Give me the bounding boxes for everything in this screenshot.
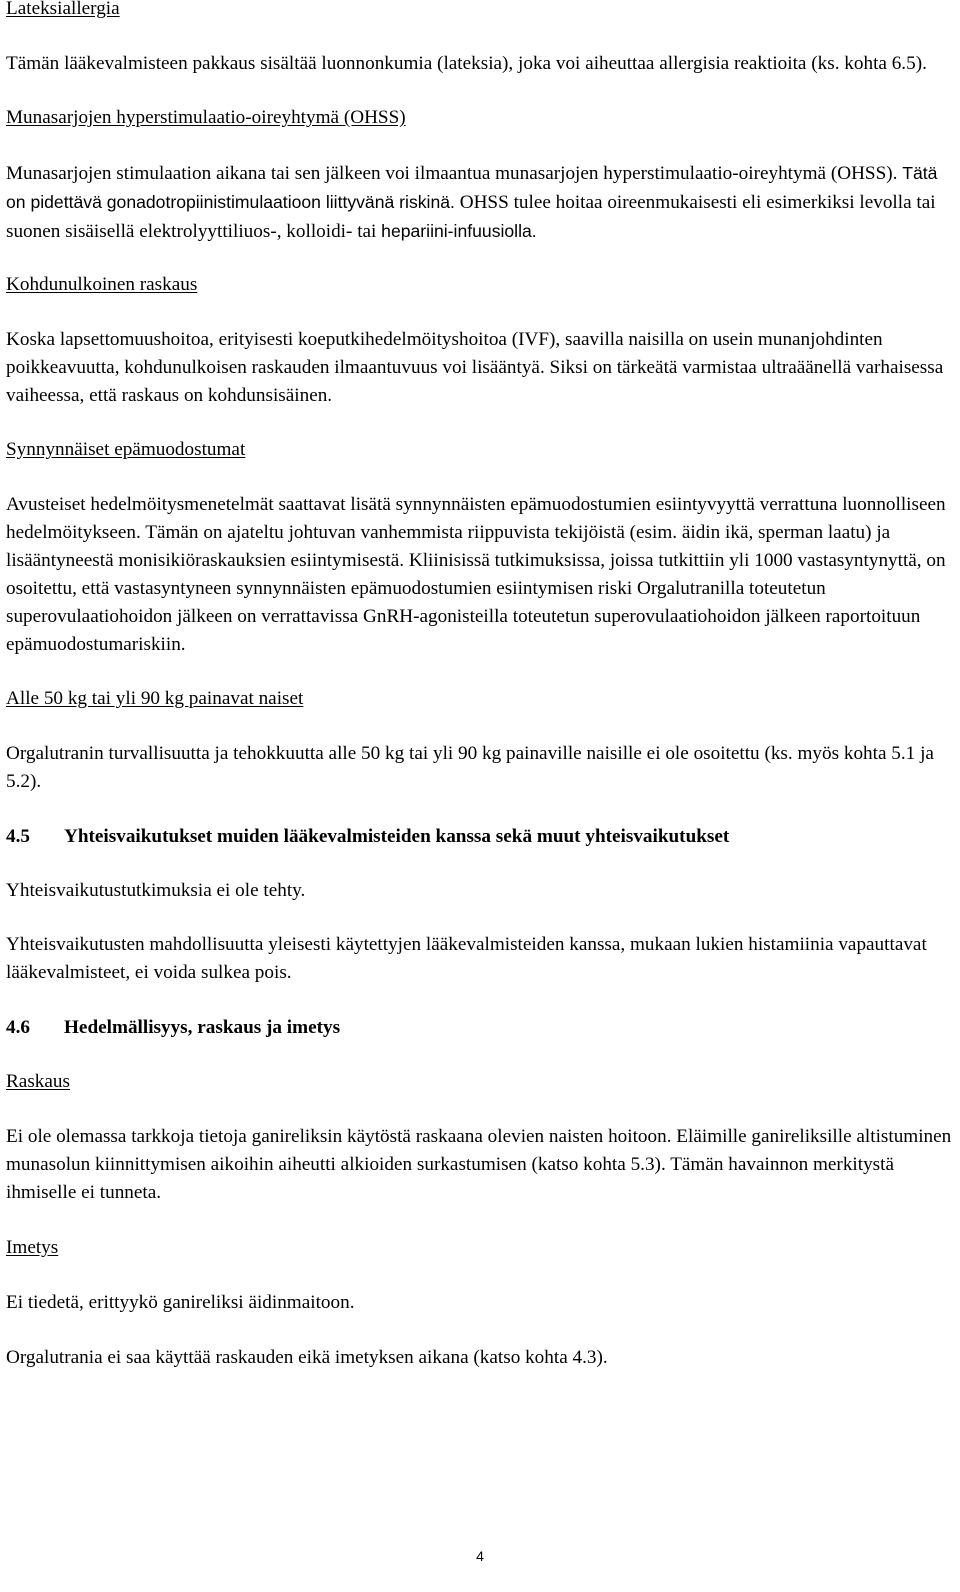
document-page <box>6 0 954 1372</box>
interaction-possibility-text: Yhteisvaikutusten mahdollisuutta yleisesti käytettyjen lääkevalmisteiden kanssa, mukaan lukien histamiinia vapauttavat lääkevalmisteet, ei voida sulkea pois. <box>6 934 927 983</box>
weight-text: Orgalutranin turvallisuutta ja tehokkuutta alle 50 kg tai yli 90 kg painaville naisille ei ole osoitettu (ks. myös kohta 5.1 ja 5.2). <box>6 743 934 792</box>
ohss-text-part4: hepariini-infuusiolla. <box>381 221 537 241</box>
section-4-5-number: 4.5 <box>6 826 30 847</box>
lactation-heading: Imetys <box>6 1237 59 1258</box>
latex-allergy-heading: Lateksiallergia <box>6 0 120 19</box>
ectopic-pregnancy-text: Koska lapsettomuushoitoa, erityisesti koeputkihedelmöityshoitoa (IVF), saavilla naisilla on usein munanjohdinten poikkeavuutta, kohdunulkoisen raskauden ilmaantuvuus voi lisääntyä. Siksi on tärkeätä varmistaa ultraäänellä varhaisessa vaiheessa, että raskaus on kohdunsisäinen. <box>6 329 944 406</box>
pregnancy-lactation-contraindication-text: Orgalutrania ei saa käyttää raskauden eikä imetyksen aikana (katso kohta 4.3). <box>6 1347 608 1368</box>
congenital-malformations-text: Avusteiset hedelmöitysmenetelmät saattavat lisätä synnynnäisten epämuodostumien esiintyvyyttä verrattuna luonnolliseen hedelmöitykseen. Tämän on ajateltu johtuvan vanhemmista riippuvista tekijöistä (esim. äidin ikä, sperman laatu) ja lisääntyneestä monisikiöraskauksien esiintymisestä. Kliinisissä tutkimuksissa, joissa tutkittiin yli 1000 vastasyntynyttä, on osoitettu, että vastasyntyneen synnynnäisten epämuodostumien esiintymisen riski Orgalutranilla toteutetun superovulaatiohoidon jälkeen on verrattavissa GnRH-agonisteilla toteutetun superovulaatiohoidon jälkeen raportoituun epämuodostumariskiin. <box>6 494 946 655</box>
ectopic-pregnancy-heading: Kohdunulkoinen raskaus <box>6 274 198 295</box>
section-4-6-title: Hedelmällisyys, raskaus ja imetys <box>64 1017 341 1038</box>
congenital-malformations-heading: Synnynnäiset epämuodostumat <box>6 439 246 460</box>
section-4-5-title: Yhteisvaikutukset muiden lääkevalmisteiden kanssa sekä muut yhteisvaikutukset <box>64 826 730 847</box>
section-4-6-number: 4.6 <box>6 1017 30 1038</box>
section-4-6-heading <box>6 1014 954 1042</box>
pregnancy-heading: Raskaus <box>6 1071 70 1092</box>
ohss-text-part1: Munasarjojen stimulaation aikana tai sen jälkeen voi ilmaantua munasarjojen hyperstimulaatio-oireyhtymä (OHSS). <box>6 163 903 184</box>
ohss-heading: Munasarjojen hyperstimulaatio-oireyhtymä (OHSS) <box>6 107 406 128</box>
pregnancy-text: Ei ole olemassa tarkkoja tietoja ganireliksin käytöstä raskaana olevien naisten hoitoon. Eläimille ganireliksille altistuminen munasolun kiinnittymisen aikoihin aiheutti alkioiden surkastumisen (katso kohta 5.3). Tämän havainnon merkitystä ihmiselle ei tunneta. <box>6 1126 952 1203</box>
latex-allergy-text: Tämän lääkevalmisteen pakkaus sisältää luonnonkumia (lateksia), joka voi aiheuttaa allergisia reaktioita (ks. kohta 6.5). <box>6 53 927 74</box>
ohss-text-part3: OHSS tulee hoitaa oireenmukaisesti eli esimerkiksi levolla tai suonen sisäisellä elektrolyyttiliuos-, kolloidi- tai <box>6 192 936 242</box>
ohss-text <box>6 159 954 246</box>
lactation-text: Ei tiedetä, erittyykö ganireliksi äidinmaitoon. <box>6 1292 355 1313</box>
ohss-text-part2: Tätä on pidettävä gonadotropiinistimulaatioon liittyvänä riskinä. <box>6 163 938 212</box>
page-number: 4 <box>476 1548 484 1564</box>
interaction-studies-text: Yhteisvaikutustutkimuksia ei ole tehty. <box>6 880 306 901</box>
section-4-5-heading <box>6 823 954 851</box>
weight-heading: Alle 50 kg tai yli 90 kg painavat naiset <box>6 688 304 709</box>
